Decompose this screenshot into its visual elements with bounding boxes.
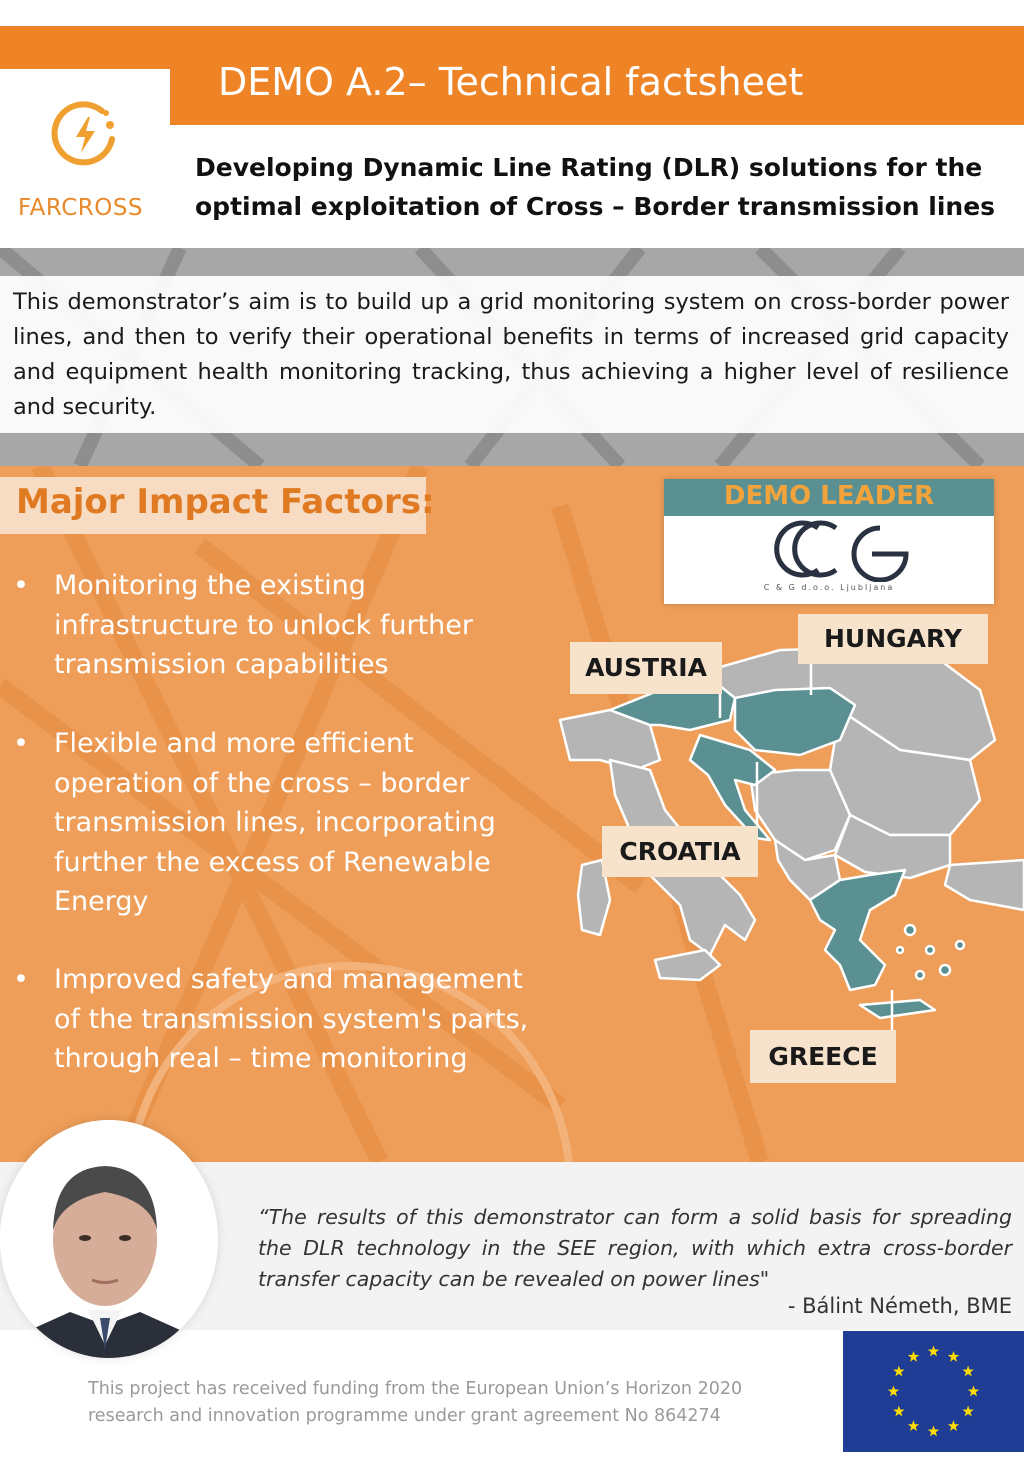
funding-line-2: research and innovation programme under grant agreement No 864274 bbox=[88, 1406, 721, 1426]
bullet: • bbox=[13, 570, 29, 601]
label-hungary: HUNGARY bbox=[798, 614, 988, 664]
funding-notice bbox=[88, 1376, 808, 1430]
label-croatia: CROATIA bbox=[602, 826, 758, 877]
subtitle-line-1: Developing Dynamic Line Rating (DLR) solutions for the bbox=[195, 153, 983, 182]
bullet: • bbox=[13, 728, 29, 759]
factor-text-2: Flexible and more efficient operation of the cross – border transmission lines, incorporating further the excess of Renewable Energy bbox=[54, 728, 496, 917]
company-logo bbox=[760, 516, 910, 582]
factor-item-3 bbox=[13, 960, 540, 1079]
portrait-photo bbox=[0, 1120, 218, 1358]
avatar bbox=[0, 1120, 218, 1358]
bullet: • bbox=[13, 964, 29, 995]
demo-leader-label: DEMO LEADER bbox=[723, 481, 935, 511]
farcross-power-icon bbox=[46, 95, 124, 173]
quote-text: “The results of this demonstrator can form a solid basis for spreading the DLR technology in the SEE region, with which extra cross-border transfer capacity can be revealed on power lines" bbox=[258, 1205, 1012, 1291]
page-title: DEMO A.2– Technical factsheet bbox=[218, 60, 804, 104]
factor-text-1: Monitoring the existing infrastructure to unlock further transmission capabilities bbox=[54, 570, 474, 680]
subtitle bbox=[195, 148, 1015, 226]
logo-text: FARCROSS bbox=[18, 195, 144, 221]
eu-flag-icon bbox=[843, 1331, 1024, 1452]
label-austria: AUSTRIA bbox=[570, 642, 722, 694]
funding-line-1: This project has received funding from the European Union’s Horizon 2020 bbox=[88, 1379, 743, 1399]
company-name: C & G d.o.o. Ljubljana bbox=[763, 583, 895, 592]
factor-text-3: Improved safety and management of the transmission system's parts, through real – time monitoring bbox=[54, 964, 529, 1074]
label-greece: GREECE bbox=[750, 1030, 896, 1083]
subtitle-line-2: optimal exploitation of Cross – Border transmission lines bbox=[195, 192, 996, 221]
crete-region bbox=[860, 1000, 935, 1018]
factors-title: Major Impact Factors: bbox=[16, 482, 435, 522]
intro-text: This demonstrator’s aim is to build up a grid monitoring system on cross-border power lines, and then to verify their operational benefits in terms of increased grid capacity and equipment health monitoring tracking, thus achieving a higher level of resilience and security. bbox=[13, 289, 1009, 420]
quote-author: - Bálint Németh, BME bbox=[787, 1294, 1012, 1318]
factor-item-1 bbox=[13, 566, 540, 685]
factor-item-2 bbox=[13, 724, 540, 922]
